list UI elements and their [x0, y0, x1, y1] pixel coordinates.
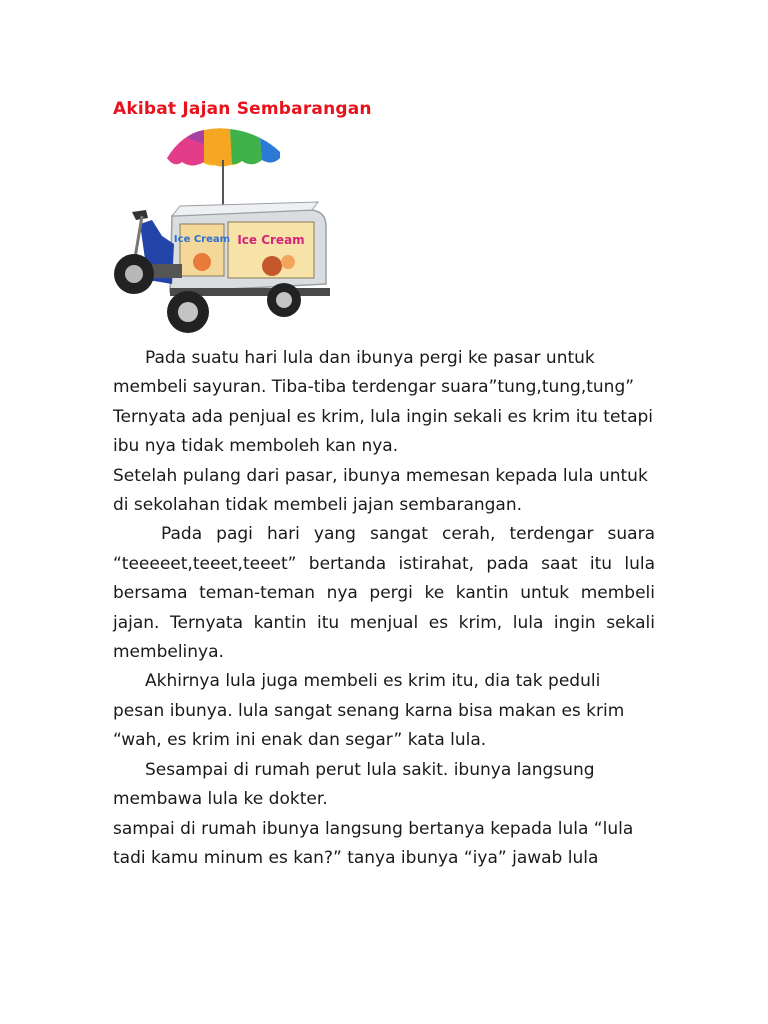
- paragraph-1: Pada suatu hari lula dan ibunya pergi ke pasar untuk membeli sayuran. Tiba-tiba terdengar suara”tung,tung,tung” Ternyata ada penjual es krim, lula ingin sekali es krim itu tetapi ibu nya tidak memboleh kan nya.: [113, 348, 654, 457]
- paragraph-5: Sesampai di rumah perut lula sakit. ibunya langsung membawa lula ke dokter.: [113, 759, 595, 810]
- paragraph-6: sampai di rumah ibunya langsung bertanya kepada lula “lula tadi kamu minum es kan?” tanya ibunya “iya” jawab lula: [113, 818, 634, 868]
- story-body: [113, 344, 655, 873]
- paragraph-4: Akhirnya lula juga membeli es krim itu, dia tak peduli pesan ibunya. lula sangat senang karna bisa makan es krim “wah, es krim ini enak dan segar” kata lula.: [113, 671, 625, 751]
- cart-box: [170, 202, 330, 296]
- paragraph-3: Pada pagi hari yang sangat cerah, terdengar suara “teeeeet,teeet,teeet” bertanda istirahat, pada saat itu lula bersama teman-teman nya pergi ke kantin untuk membeli jajan. Ternyata kantin itu menjual es krim, lula ingin sekali membelinya.: [113, 524, 655, 663]
- paragraph-2: Setelah pulang dari pasar, ibunya memesan kepada lula untuk di sekolahan tidak membeli jajan sembarangan.: [113, 465, 648, 516]
- cart-panel-label-right: Ice Cream: [237, 233, 305, 247]
- cart-panel-label-left: Ice Cream: [173, 234, 231, 245]
- ice-cream-cart-illustration: [112, 124, 344, 350]
- story-title: Akibat Jajan Sembarangan: [113, 99, 372, 119]
- umbrella: [167, 128, 280, 216]
